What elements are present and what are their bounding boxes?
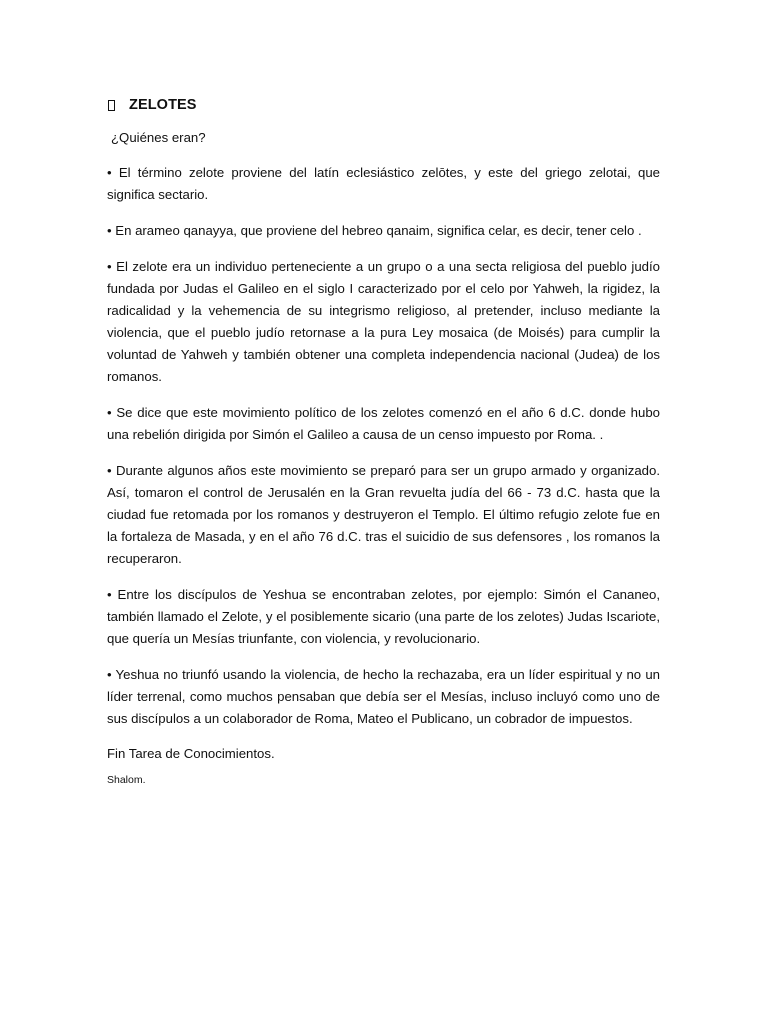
- paragraph-definition: • El zelote era un individuo perteneciente a un grupo o a una secta religiosa del pueblo judío fundada por Judas el Galileo en el siglo I caracterizado por el celo por Yahweh, la rigidez, la radicalidad y la vehemencia de su integrismo religioso, al pretender, incluso mediante la violencia, que el pueblo judío retornase a la pura Ley mosaica (de Moisés) para cumplir la voluntad de Yahweh y también obtener una completa independencia nacional (Judea) de los romanos.: [107, 259, 660, 384]
- title-row: [107, 94, 660, 116]
- signoff: Shalom.: [107, 774, 146, 786]
- paragraph-disciples: • Entre los discípulos de Yeshua se encontraban zelotes, por ejemplo: Simón el Cananeo, también llamado el Zelote, y el posiblemente sicario (una parte de los zelotes) Judas Iscariote, que quería un Mesías triunfante, con violencia, y revolucionario.: [107, 587, 660, 646]
- document-page: [107, 94, 660, 788]
- document-title: ZELOTES: [129, 97, 197, 113]
- paragraph-origin: • Se dice que este movimiento político de los zelotes comenzó en el año 6 d.C. donde hubo una rebelión dirigida por Simón el Galileo a causa de un censo impuesto por Roma. .: [107, 405, 660, 442]
- paragraph-etymology: • El término zelote proviene del latín eclesiástico zelōtes, y este del griego zelotai, que significa sectario.: [107, 165, 660, 202]
- paragraph-yeshua: • Yeshua no triunfó usando la violencia, de hecho la rechazaba, era un líder espiritual y no un líder terrenal, como muchos pensaban que debía ser el Mesías, incluso incluyó como uno de sus discípulos a un colaborador de Roma, Mateo el Publicano, un cobrador de impuestos.: [107, 667, 660, 726]
- square-box-icon: [108, 100, 115, 111]
- paragraph-revolt: • Durante algunos años este movimiento se preparó para ser un grupo armado y organizado. Así, tomaron el control de Jerusalén en la Gran revuelta judía del 66 - 73 d.C. hasta que la ciudad fue retomada por los romanos y destruyeron el Templo. El último refugio zelote fue en la fortaleza de Masada, y en el año 76 d.C. tras el suicidio de sus defensores , los romanos la recuperaron.: [107, 463, 660, 566]
- subtitle-question: ¿Quiénes eran?: [111, 130, 206, 145]
- paragraph-aramaic: • En arameo qanayya, que proviene del hebreo qanaim, significa celar, es decir, tener celo .: [107, 223, 642, 238]
- closing-line: Fin Tarea de Conocimientos.: [107, 746, 275, 761]
